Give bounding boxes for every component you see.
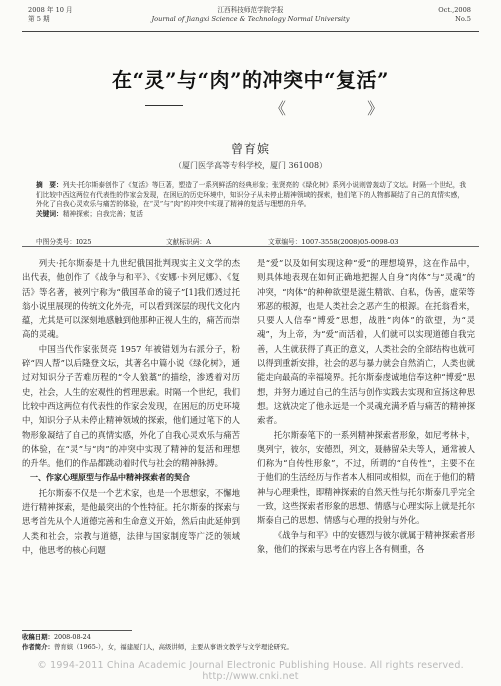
footnote-received xyxy=(22,633,482,642)
keywords xyxy=(36,210,468,220)
copyright-watermark: © 1994-2011 China Academic Journal Electronic Publishing House. All rights reserved. http://www.cnki.net xyxy=(37,660,464,682)
header-issue-en: No.5 xyxy=(455,14,471,23)
abstract xyxy=(36,181,468,210)
journal-name-en: Journal of Jiangxi Science & Technology Normal University xyxy=(151,14,350,23)
received-label: 收稿日期： xyxy=(22,633,54,641)
subtitle-dash xyxy=(145,105,183,106)
clc-number: 中图分类号：I025 xyxy=(36,238,92,246)
bio-text: 曾育嫔（1965-），女，福建厦门人，高级讲师，主要从事语文教学与文学理论研究。 xyxy=(53,643,293,651)
body-column-right xyxy=(257,256,475,556)
paragraph: 托尔斯泰笔下的一系列精神探索者形象，如尼考林卡，奥列宁，彼尔，安德烈，列文，聂赫留朵夫等人，通常被人们称为“自传性形象”，不过，所谓的“自传性”，主要不在于他们的生活经历与作者本人相同或相似，而在于他们的精神与心理秉性，即精神探索的自然天性与托尔斯泰几乎完全一致，这些探索者形象的思想、情感与心理实际上就是托尔斯泰自己的思想、情感与心理的投射与外化。 xyxy=(257,429,475,526)
footnote-rule xyxy=(22,630,132,631)
header-date-en: Oct.,2008 xyxy=(438,6,471,14)
paragraph: 列夫·托尔斯泰是十九世纪俄国批判现实主义文学的杰出代表，他创作了《战争与和平》、《安娜·卡列尼娜》、《复活》等名著，被列宁称为“俄国革命的镜子”[1]我们透过托翁小说里展现的传统文化外壳，可以看到深层的现代文化内蕴，尤其是可以深刻地感触到他那种正视人生的，痛苦而崇高的灵魂。 xyxy=(22,258,240,340)
header-left xyxy=(28,6,118,23)
meta-rule xyxy=(22,246,479,247)
header-issue: 第 5 期 xyxy=(28,14,50,23)
author-name: 曾育嫔 xyxy=(230,142,270,156)
document-code: 文献标识码：A xyxy=(166,238,211,246)
paragraph: 是“爱”以及如何实现这种“爱”的理想境界，这在作品中，则具体地表现在如何正确地把握人自身“肉体”与“灵魂”的冲突，“肉体”的种种欲望是滋生精欲、自私，伪善，虚荣等邪恶的根源，也是人类社会之恶产生的根源。在托翁看来，只要人人信奉“博爱”思想，战胜“肉体”的欲望，为“灵魂”，为上帝，为“爱”而活着，人们就可以实现道德自我完善，人生就获得了真正的意义，人类社会的全部结构也就可以得到重新安排，社会的恶与暴力就会自然消亡，人类也就能走向最高的幸福境界。托尔斯泰虔诚地信奉这种“博爱”思想，并努力通过自己的生活与创作实践去实现和宣扬这种思想。这就决定了他永远是一个灵魂充满矛盾与痛苦的精神探索者。 xyxy=(257,258,475,426)
article-number: 文章编号：1007-3558(2008)05-0098-03 xyxy=(268,238,399,246)
paragraph: 《战争与和平》中的安德烈与彼尔就属于精神探索者形象，他们的探索与思考在内容上各有侧重，各 xyxy=(257,529,475,554)
paper-title: 在“灵”与“肉”的冲突中“复活” xyxy=(111,68,390,92)
keywords-text: 精神探索；自我完善；复活 xyxy=(62,209,143,218)
header-center xyxy=(130,6,371,23)
running-header xyxy=(0,6,501,32)
section-heading: 一、作家心理原型与作品中精神探索者的契合 xyxy=(30,473,190,483)
subtitle-brackets: 《 》 xyxy=(270,99,422,118)
keywords-label: 关键词： xyxy=(36,209,63,218)
paragraph: 托尔斯泰不仅是一个艺术家，也是一个思想家，不懈地进行精神探索，是他最突出的个性特征。托尔斯泰的探索与思考首先从个人道德完善和生命意义开始，然后由此延伸到人类和社会，宗教与道德，法律与国家制度等广泛的领域中，他思考的核心问题 xyxy=(22,487,240,555)
header-date: 2008 年 10 月 xyxy=(28,6,73,14)
author-affiliation: （厦门医学高等专科学校，厦门 361008） xyxy=(173,161,328,170)
paragraph: 中国当代作家张贤亮 1957 年被错划为右派分子，粉碎“四人帮”以后隆登文坛，其著名中篇小说《绿化树》，通过对知识分子苦难历程的“令人狼藁”的描绘，渗透着对历史，社会，人生的宏观性的哲理思索。时隔一个世纪，我们比较中西这两位有代表性的作家会发现，在困厄的历史环境中，知识分子从未停止精神领域的探索，他们通过笔下的人物形象凝结了自己的真情实感，外化了自我心灵欢乐与痛苦的体验，在“灵”与“肉”的冲突中实现了精神的复活和理想的升华。他们的作品都跳动着时代与社会的精神脉搏。 xyxy=(22,343,240,469)
abstract-label: 摘 要： xyxy=(36,181,63,189)
journal-name-cn: 江西科技师范学院学报 xyxy=(217,6,284,14)
header-rule xyxy=(22,31,479,32)
body-column-left xyxy=(22,256,240,557)
abstract-text: 列夫·托尔斯泰创作了《复活》等巨著，塑造了一系列鲜活的经典形象；张贤亮的《绿化树》系列小说则曾轰动了文坛。时隔一个世纪，我们比较中西这两位有代表性的作家会发现，在困厄的历史环境中，知识分子从未停止精神领域的探索，他们笔下的人物都凝结了自己的真情实感，外化了自我心灵欢乐与痛苦的体验，在“灵”与“肉”的冲突中实现了精神的复活与理想的升华。 xyxy=(36,181,467,209)
footnote-author-bio xyxy=(22,643,482,652)
bio-label: 作者简介： xyxy=(22,643,54,651)
abstract-block xyxy=(36,181,468,219)
header-right xyxy=(391,6,471,23)
received-date: 2008-08-24 xyxy=(53,633,91,641)
